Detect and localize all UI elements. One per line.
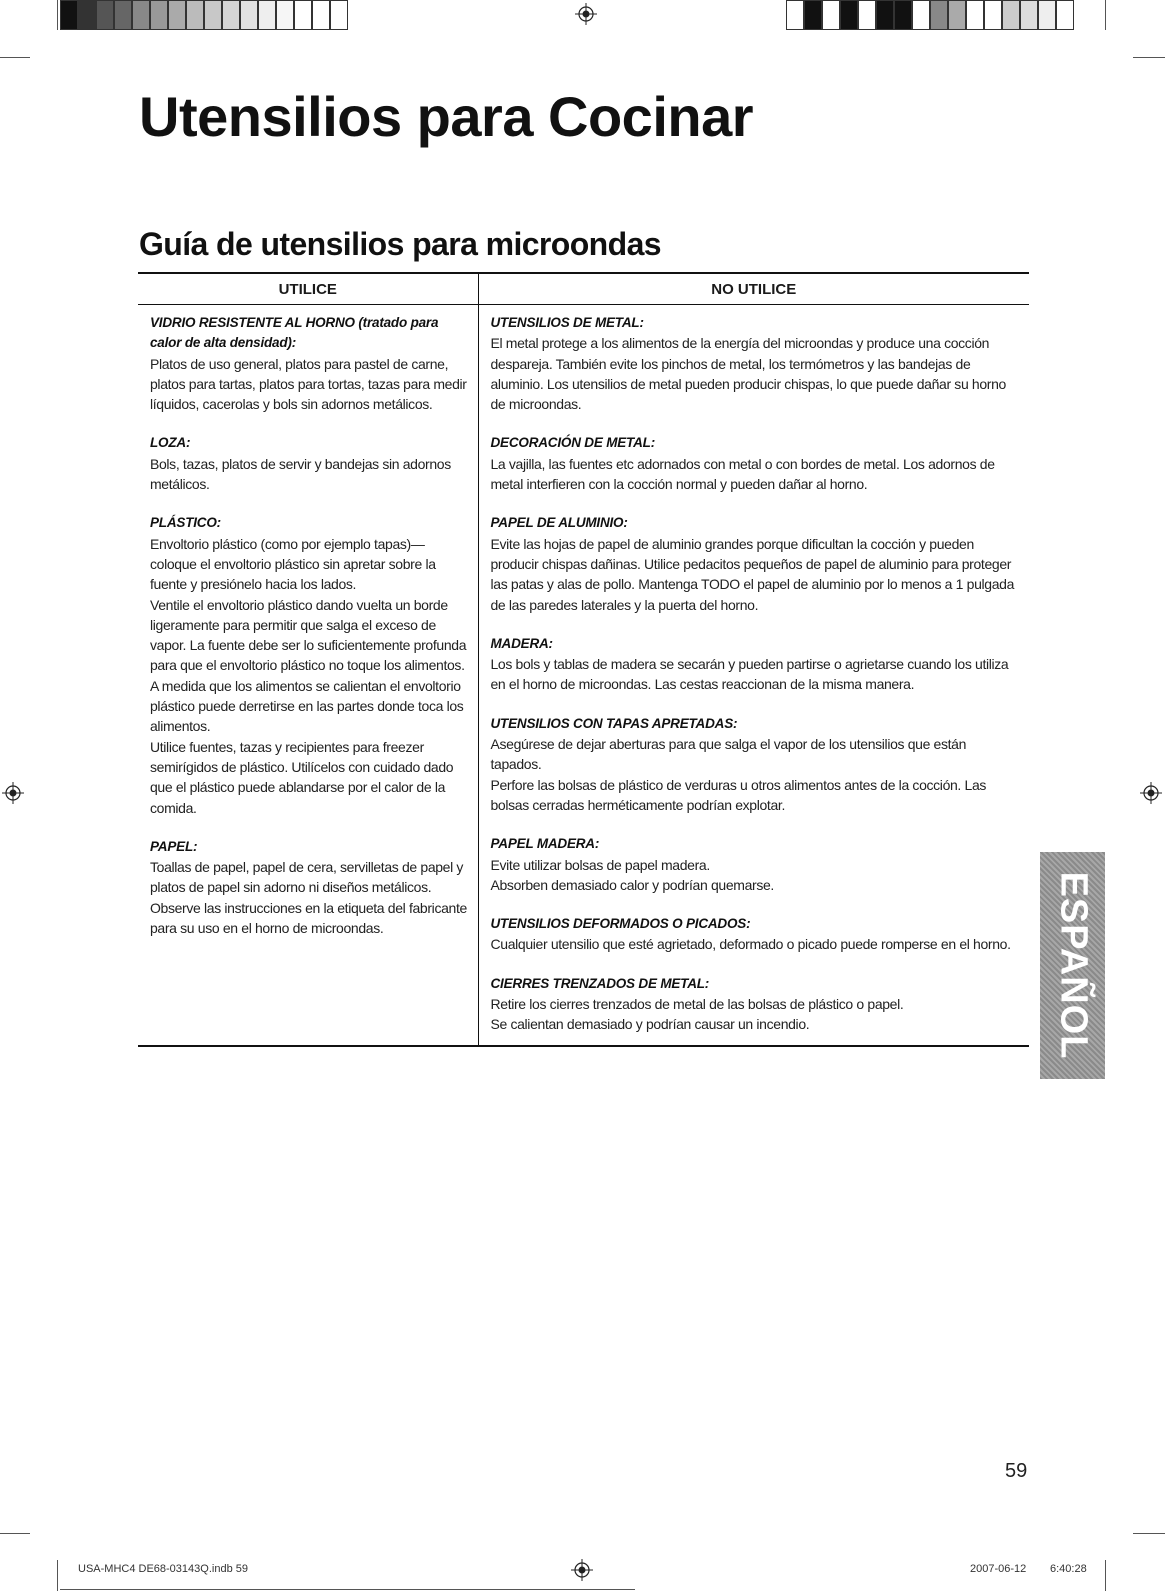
trim-line-bottom-left [0, 1533, 30, 1534]
crosshair-icon [575, 3, 597, 25]
avoid-entry-text: Retire los cierres trenzados de metal de las bolsas de plástico o papel. [490, 996, 904, 1013]
registration-swatch [150, 0, 168, 30]
registration-swatch [1020, 0, 1038, 30]
footer-rule [60, 1589, 635, 1590]
registration-swatch [78, 0, 96, 30]
avoid-entry-text: El metal protege a los alimentos de la energía del microondas y produce una cocción despareja. También evite los pinchos de metal, los termómetros y las bandejas de aluminio. Los utensilios de metal pueden producir chispas, lo que puede dañar su horno de microondas. [490, 335, 1006, 413]
language-tab-label: ESPAÑOL [1052, 871, 1094, 1060]
registration-swatch [822, 0, 840, 30]
registration-swatch [966, 0, 984, 30]
page-title: Utensilios para Cocinar [139, 85, 754, 148]
avoid-entry-heading: UTENSILIOS CON TAPAS APRETADAS: [490, 715, 738, 731]
crosshair-icon [1140, 782, 1162, 804]
use-entry-text: Ventile el envoltorio plástico dando vuelta un borde ligeramente para permitir que salga el exceso de vapor. La fuente debe ser lo suficientemente profunda para que el envoltorio plástico no toque los alimentos. [150, 596, 467, 674]
avoid-entry [491, 714, 1020, 815]
registration-swatch [894, 0, 912, 30]
registration-swatch [330, 0, 348, 30]
registration-swatch [912, 0, 930, 30]
registration-swatch [276, 0, 294, 30]
registration-swatch [1056, 0, 1074, 30]
registration-swatch [930, 0, 948, 30]
use-entry [150, 313, 468, 414]
use-entry-heading: LOZA: [150, 435, 191, 451]
avoid-entry-text: Absorben demasiado calor y podrían quemarse. [490, 876, 774, 893]
avoid-entry-heading: PAPEL DE ALUMINIO: [490, 515, 628, 531]
registration-swatch [222, 0, 240, 30]
trim-line-left-top [57, 0, 58, 30]
avoid-entry-text: Se calientan demasiado y podrían causar un incendio. [490, 1016, 810, 1033]
avoid-entry-heading: DECORACIÓN DE METAL: [490, 435, 655, 451]
registration-swatch [876, 0, 894, 30]
registration-swatch [114, 0, 132, 30]
use-entry [150, 433, 468, 494]
avoid-entry-text: Evite las hojas de papel de aluminio grandes porque dificultan la cocción y pueden producir chispas dañinas. Utilice pedacitos pequeños de papel de aluminio para proteger las patas y alas de pollo. Mantenga TODO el papel de aluminio por lo menos a 1 pulgada de las paredes laterales y la puerta del horno. [490, 535, 1015, 613]
registration-swatch [786, 0, 804, 30]
registration-bar-right [786, 0, 1074, 32]
crosshair-icon [2, 782, 24, 804]
avoid-entry [491, 914, 1020, 955]
registration-swatch [132, 0, 150, 30]
avoid-entry [491, 834, 1020, 895]
use-entry-text: Bols, tazas, platos de servir y bandejas sin adornos metálicos. [150, 455, 451, 493]
registration-swatch [258, 0, 276, 30]
avoid-entry [491, 634, 1020, 695]
section-title: Guía de utensilios para microondas [139, 226, 661, 262]
header-do-not-use: NO UTILICE [478, 273, 1029, 305]
avoid-entry-heading: UTENSILIOS DEFORMADOS O PICADOS: [490, 916, 751, 932]
footer-time: 6:40:28 [1050, 1563, 1087, 1575]
registration-swatch [840, 0, 858, 30]
use-entry-text: Envoltorio plástico (como por ejemplo tapas)— coloque el envoltorio plástico sin apretar sobre la fuente y presiónelo hacia los lados. [150, 535, 436, 593]
avoid-entry-text: Los bols y tablas de madera se secarán y pueden partirse o agrietarse cuando los utiliza en el horno de microondas. Las cestas reaccionan de la misma manera. [490, 656, 1009, 693]
use-entry-text: Toallas de papel, papel de cera, servilletas de papel y platos de papel sin adorno ni diseños metálicos. [150, 859, 464, 896]
registration-swatch [240, 0, 258, 30]
table-row [138, 305, 1029, 1046]
page-number: 59 [1005, 1460, 1028, 1482]
table-header-row [138, 273, 1029, 305]
registration-swatch [294, 0, 312, 30]
trim-line-right-top [1105, 0, 1106, 30]
avoid-entry-heading: MADERA: [490, 635, 553, 651]
registration-swatch [1002, 0, 1020, 30]
trim-line-left-bottom [57, 1560, 58, 1591]
avoid-entry [491, 313, 1020, 414]
footer-file-name: USA-MHC4 DE68-03143Q.indb 59 [78, 1563, 248, 1575]
use-entry-text: A medida que los alimentos se calientan el envoltorio plástico puede derretirse en las partes donde toca los alimentos. [150, 677, 464, 735]
trim-line-top-right [1133, 57, 1165, 58]
registration-swatch [60, 0, 78, 30]
utensil-guide-table [138, 272, 1029, 1047]
column-do-not-use [478, 305, 1029, 1046]
registration-swatch [186, 0, 204, 30]
registration-swatch [96, 0, 114, 30]
avoid-entry [491, 433, 1020, 494]
use-entry-text: Utilice fuentes, tazas y recipientes para freezer semirígidos de plástico. Utilícelos con cuidado dado que el plástico puede ablandarse por el calor de la comida. [150, 738, 454, 816]
avoid-entry-text: Asegúrese de dejar aberturas para que salga el vapor de los utensilios que están tapados. [490, 736, 967, 773]
registration-swatch [312, 0, 330, 30]
trim-line-right-bottom [1105, 1560, 1106, 1591]
avoid-entry-text: Cualquier utensilio que esté agrietado, deformado o picado puede romperse en el horno. [490, 936, 1011, 953]
registration-swatch [948, 0, 966, 30]
registration-swatch [204, 0, 222, 30]
avoid-entry-heading: PAPEL MADERA: [490, 836, 600, 852]
trim-line-top-left [0, 57, 30, 58]
trim-line-bottom-right [1133, 1533, 1165, 1534]
avoid-entry-text: Perfore las bolsas de plástico de verduras u otros alimentos antes de la cocción. Las bolsas cerradas herméticamente podrían explotar. [490, 776, 987, 813]
registration-swatch [1038, 0, 1056, 30]
registration-bar-left [60, 0, 348, 32]
registration-swatch [858, 0, 876, 30]
registration-swatch [804, 0, 822, 30]
avoid-entry-heading: UTENSILIOS DE METAL: [490, 315, 644, 330]
crosshair-icon [571, 1559, 593, 1581]
avoid-entry [491, 513, 1020, 614]
avoid-entry [491, 974, 1020, 1035]
use-entry-heading: PAPEL: [150, 838, 198, 854]
use-entry-text: Platos de uso general, platos para pastel de carne, platos para tartas, platos para tortas, tazas para medir líquidos, cacerolas y bols sin adornos metálicos. [150, 355, 467, 413]
avoid-entry-text: Evite utilizar bolsas de papel madera. [490, 856, 710, 873]
footer-date: 2007-06-12 [970, 1563, 1027, 1575]
use-entry-heading: PLÁSTICO: [150, 515, 221, 531]
column-use [138, 305, 478, 1046]
avoid-entry-heading: CIERRES TRENZADOS DE METAL: [490, 975, 710, 991]
use-entry [150, 837, 468, 938]
registration-swatch [168, 0, 186, 30]
avoid-entry-text: La vajilla, las fuentes etc adornados con metal o con bordes de metal. Los adornos de metal interfieren con la cocción normal y pueden dañar al horno. [490, 455, 995, 493]
registration-swatch [984, 0, 1002, 30]
header-use: UTILICE [138, 273, 478, 305]
use-entry-text: Observe las instrucciones en la etiqueta del fabricante para su uso en el horno de microondas. [150, 899, 467, 937]
language-tab [1040, 852, 1105, 1079]
use-entry-heading: VIDRIO RESISTENTE AL HORNO (tratado para calor de alta densidad): [150, 315, 439, 351]
use-entry [150, 513, 468, 817]
